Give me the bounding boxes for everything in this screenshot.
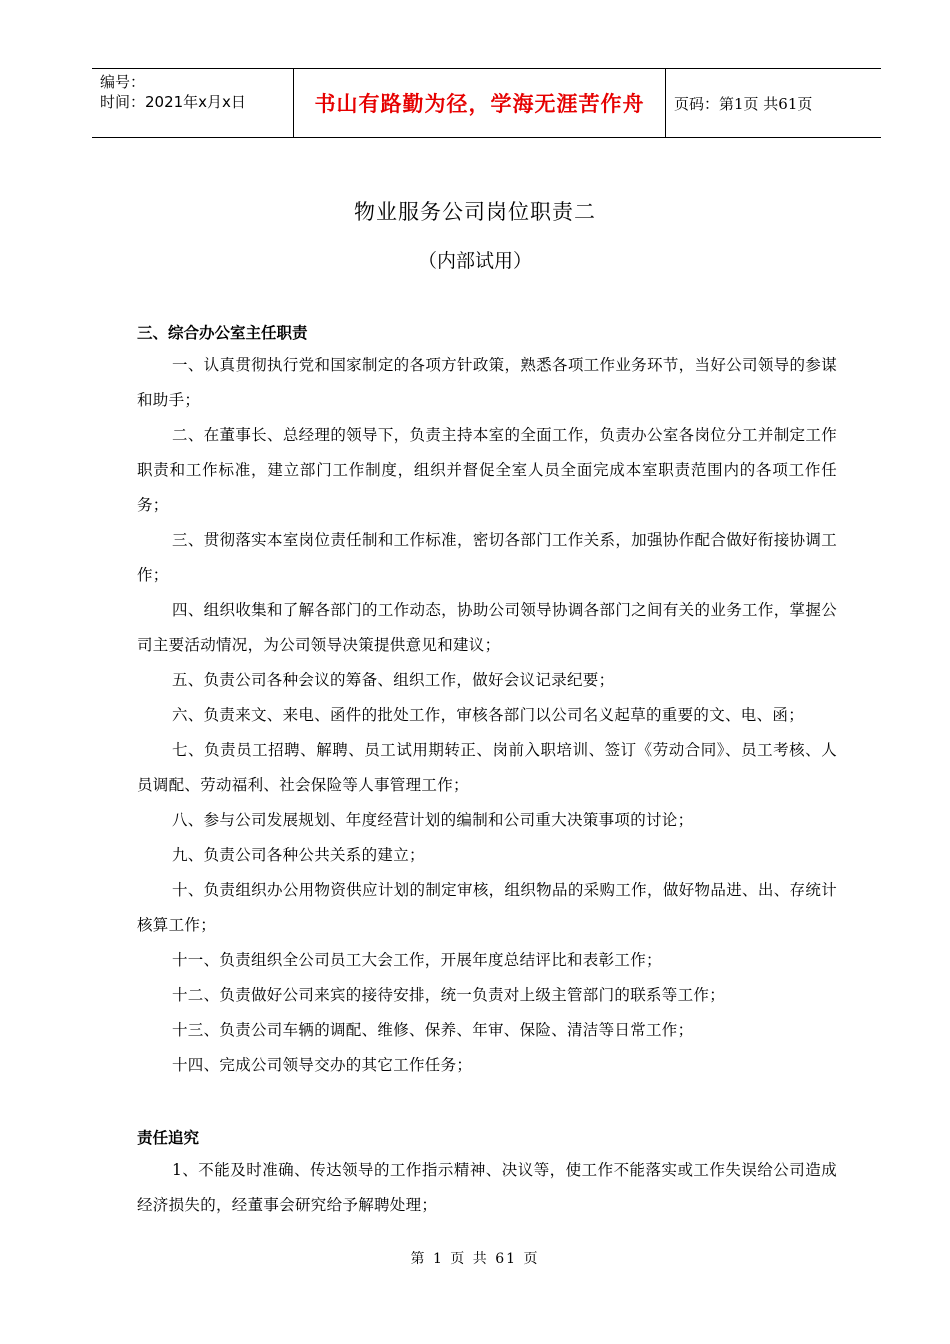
duty-item: 一、认真贯彻执行党和国家制定的各项方针政策，熟悉各项工作业务环节，当好公司领导的参谋和助手； [137, 356, 837, 409]
duty-item: 三、贯彻落实本室岗位责任制和工作标准，密切各部门工作关系，加强协作配合做好衔接协调工作； [137, 531, 837, 584]
header-number-label: 编号： [100, 73, 146, 91]
duty-item: 十、负责组织办公用物资供应计划的制定审核，组织物品的采购工作，做好物品进、出、存统计核算工作； [137, 881, 837, 934]
accountability-item: 1、不能及时准确、传达领导的工作指示精神、决议等，使工作不能落实或工作失误给公司造成经济损失的，经董事会研究给予解聘处理； [137, 1161, 837, 1214]
section-spacer [137, 1083, 837, 1123]
header-motto: 书山有路勤为径，学海无涯苦作舟 [314, 91, 645, 116]
duty-item: 十二、负责做好公司来宾的接待安排，统一负责对上级主管部门的联系等工作； [172, 986, 726, 1004]
header-left-cell [92, 69, 293, 137]
header-motto-cell [293, 69, 666, 137]
document-title: 物业服务公司岗位职责二 [354, 200, 596, 224]
duty-item: 十四、完成公司领导交办的其它工作任务； [172, 1056, 473, 1074]
header-time-label: 时间：2021年x月x日 [100, 93, 246, 111]
duty-item: 六、负责来文、来电、函件的批处工作，审核各部门以公司名义起草的重要的文、电、函； [172, 706, 805, 724]
document-body [137, 318, 837, 1223]
section-heading-duties: 三、综合办公室主任职责 [137, 324, 308, 342]
duty-item: 十一、负责组织全公司员工大会工作，开展年度总结评比和表彰工作； [172, 951, 662, 969]
duty-item: 九、负责公司各种公共关系的建立； [172, 846, 425, 864]
page-footer: 第 1 页 共 61 页 [410, 1251, 540, 1267]
duty-item: 七、负责员工招聘、解聘、员工试用期转正、岗前入职培训、签订《劳动合同》、员工考核、人员调配、劳动福利、社会保险等人事管理工作； [137, 741, 837, 794]
duty-item: 五、负责公司各种会议的筹备、组织工作，做好会议记录纪要； [172, 671, 615, 689]
duty-item: 十三、负责公司车辆的调配、维修、保养、年审、保险、清洁等日常工作； [172, 1021, 694, 1039]
header-page-label: 页码：第1页 共61页 [674, 94, 813, 113]
section-heading-accountability: 责任追究 [137, 1129, 200, 1147]
page-header [92, 68, 881, 138]
header-page-cell [666, 69, 881, 137]
document-subtitle: （内部试用） [417, 250, 532, 272]
duty-item: 二、在董事长、总经理的领导下，负责主持本室的全面工作，负责办公室各岗位分工并制定工作职责和工作标准，建立部门工作制度，组织并督促全室人员全面完成本室职责范围内的各项工作任务； [137, 426, 837, 514]
duty-item: 四、组织收集和了解各部门的工作动态，协助公司领导协调各部门之间有关的业务工作，掌握公司主要活动情况，为公司领导决策提供意见和建议； [137, 601, 837, 654]
duty-item: 八、参与公司发展规划、年度经营计划的编制和公司重大决策事项的讨论； [172, 811, 694, 829]
